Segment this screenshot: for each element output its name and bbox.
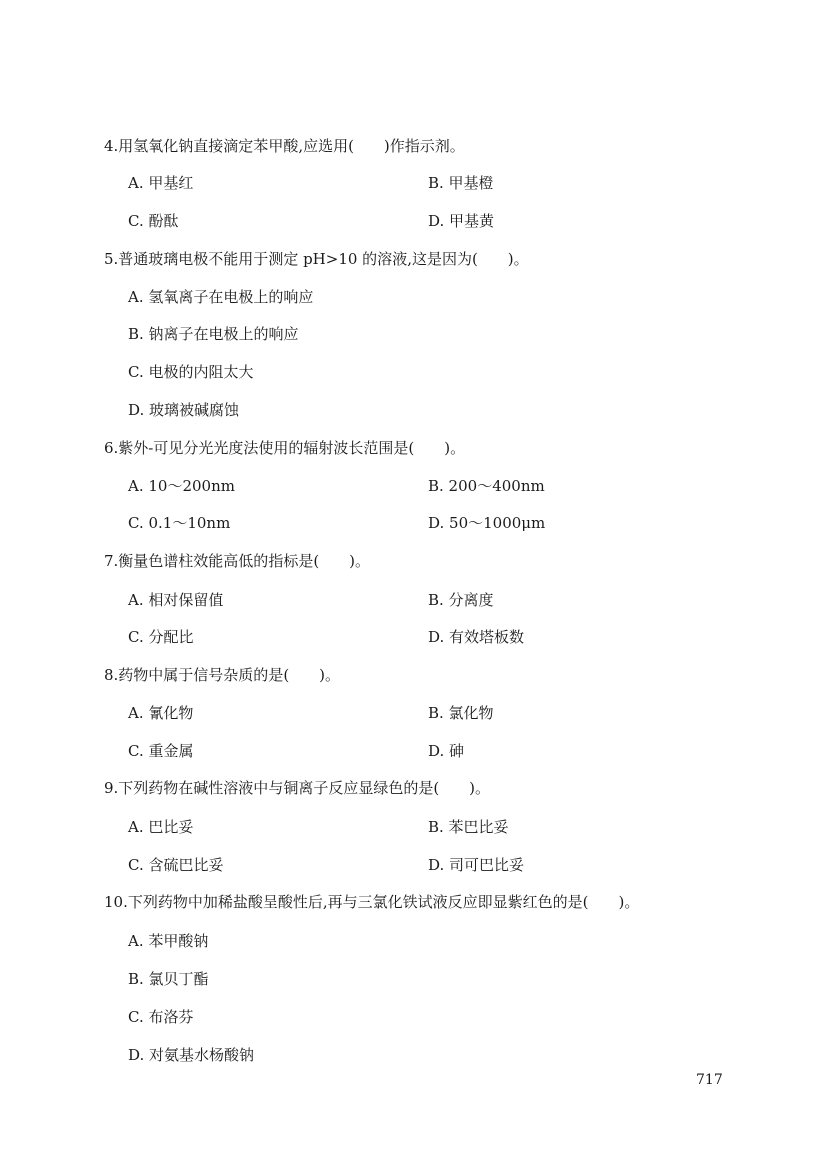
question-9-option-c: C. 含硫巴比妥 [128,856,224,874]
question-6-option-c: C. 0.1～10nm [128,514,231,532]
question-4-stem: 4.用氢氧化钠直接滴定苯甲酸,应选用( )作指示剂。 [104,137,465,155]
page-number: 717 [696,1072,723,1088]
question-8-option-c: C. 重金属 [128,742,194,760]
question-8-option-d: D. 砷 [428,742,465,760]
question-7-option-b: B. 分离度 [428,591,494,609]
question-9-option-b: B. 苯巴比妥 [428,818,509,836]
question-9-option-d: D. 司可巴比妥 [428,856,525,874]
question-10-option-c: C. 布洛芬 [128,1008,194,1026]
question-9-stem: 9.下列药物在碱性溶液中与铜离子反应显绿色的是( )。 [104,779,491,797]
question-10-option-d: D. 对氨基水杨酸钠 [128,1046,255,1064]
question-6-option-a: A. 10～200nm [128,477,235,495]
question-8-option-a: A. 氰化物 [128,704,194,722]
question-7-option-d: D. 有效塔板数 [428,628,525,646]
question-5-option-c: C. 电极的内阻太大 [128,363,254,381]
question-5-option-d: D. 玻璃被碱腐蚀 [128,401,240,419]
question-5-stem: 5.普通玻璃电极不能用于测定 pH>10 的溶液,这是因为( )。 [104,250,529,268]
question-7-option-c: C. 分配比 [128,628,194,646]
question-7-stem: 7.衡量色谱柱效能高低的指标是( )。 [104,552,371,570]
question-10-option-b: B. 氯贝丁酯 [128,970,209,988]
question-10-stem: 10.下列药物中加稀盐酸呈酸性后,再与三氯化铁试液反应即显紫红色的是( )。 [104,893,640,911]
question-4-option-b: B. 甲基橙 [428,174,494,192]
question-6-stem: 6.紫外-可见分光光度法使用的辐射波长范围是( )。 [104,439,466,457]
question-6-option-d: D. 50～1000μm [428,514,546,532]
question-7-option-a: A. 相对保留值 [128,591,224,609]
question-5-option-a: A. 氢氧离子在电极上的响应 [128,288,314,306]
question-4-option-a: A. 甲基红 [128,174,194,192]
question-8-stem: 8.药物中属于信号杂质的是( )。 [104,666,341,684]
question-9-option-a: A. 巴比妥 [128,818,194,836]
question-10-option-a: A. 苯甲酸钠 [128,932,209,950]
question-4-option-c: C. 酚酞 [128,212,179,230]
question-5-option-b: B. 钠离子在电极上的响应 [128,325,299,343]
question-8-option-b: B. 氯化物 [428,704,494,722]
question-6-option-b: B. 200～400nm [428,477,545,495]
question-4-option-d: D. 甲基黄 [428,212,495,230]
